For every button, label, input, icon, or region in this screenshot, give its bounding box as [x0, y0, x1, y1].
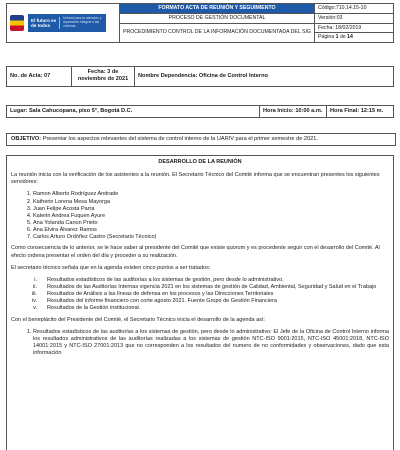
section-title: DESARROLLO DE LA REUNIÓN — [158, 159, 242, 165]
objective-text: Presentar los aspectos relevantes del sistema de control interno de la UARIV para el primer semestre de 2021. — [41, 136, 318, 142]
agenda-item-number: ii. — [33, 283, 37, 290]
quorum-paragraph: Como consecuencia de lo anterior, se le hace saber al presidente del Comité que existe quorum y es procedente seguir con el desarrollo del Comité. Al efecto ordena presentar el orden del día y proceder a su realización. — [11, 245, 380, 259]
logo-main-text: El futuro es de todos — [31, 17, 57, 28]
logo-cell — [7, 4, 120, 43]
agenda-intro: El secretario técnico señala que en la agenda existen cinco puntos a ser tratados: — [11, 264, 211, 271]
agenda-item-number: iv. — [31, 298, 37, 305]
agenda-item — [11, 298, 389, 305]
attendee-item: 5. Ana Yolanda Canon Prieto — [33, 220, 389, 227]
colombia-seal-icon — [10, 15, 24, 31]
page-number: 1 — [335, 34, 339, 41]
end-time: Hora Final: 12:15 m. — [327, 106, 394, 118]
attendee-item: 4. Katerin Andrea Fuquen Ayure — [33, 213, 389, 220]
attendee-item: 3. Juan Felipe Acosta Parra — [33, 206, 389, 213]
agenda-list — [11, 277, 389, 313]
objective-label: OBJETIVO: — [11, 136, 42, 142]
doc-version: Versión:03 — [315, 13, 394, 23]
agenda-item-text: Resultados del informe financiero con corte agosto 2021. Fuente Grupo de Gestión Financiera — [47, 298, 277, 305]
document-header — [6, 3, 394, 43]
meeting-development-section — [6, 155, 394, 450]
development-list — [11, 329, 389, 358]
agenda-item-text: Resultados de las Auditorías Internas vigencia 2021 en los sistemas de gestión de Calidad, Ambiental, Seguridad y Salud en el Trabajo — [47, 283, 377, 290]
attendee-item: 7. Carlos Arturo Ordóñez Castro (Secretario Técnico) — [33, 234, 389, 241]
dependency-name: Nombre Dependencia: Oficina de Control Interno — [135, 67, 394, 87]
attendee-item: 6. Ana Elvira Álvarez Ramos — [33, 227, 389, 234]
agenda-item — [11, 277, 389, 284]
agenda-item — [11, 284, 389, 291]
objective-box — [6, 133, 396, 146]
intro-paragraph: La reunión inicia con la verificación de los asistentes a la reunión. El Secretario Técnico del Comité informa que se encuentran presentes los siguientes servidores: — [11, 172, 380, 186]
agenda-item-number: iii. — [31, 291, 37, 298]
attendee-list — [11, 191, 389, 241]
attendee-item: 2. Katherin Lorena Mesa Mayorga — [33, 199, 389, 206]
acta-number: No. de Acta: 07 — [7, 67, 72, 87]
start-time: Hora Inicio: 10:00 a.m. — [260, 106, 327, 118]
logo-sub-text: Unidad para la atención y reparación integral a las víctimas — [59, 17, 103, 28]
brand-logo — [28, 14, 106, 32]
agenda-item — [11, 291, 389, 298]
development-item: 1. Resultados estadísticos de las auditorías a los sistemas de gestión, pero desde lo administrativo: El Jefe de la Oficina de Control Interno informa los resultados administrativos de las auditorías realizadas a los sistemas de gestión NTC-ISO 9001:2015, NTC-ISO 45001:2018, NTC-ISO 14001:2015 y NTC-ISO 27001:2013 que no corresponden a los resultados del numero de no conformidades y observaciones, dado que esta información — [33, 329, 389, 358]
agenda-item-text: Resultados de Análisis a las líneas de defensa en los procesos y las Direcciones Territoriales — [47, 291, 274, 298]
meeting-info-table — [6, 66, 394, 87]
agenda-item-number: i. — [34, 276, 37, 283]
agenda-item-text: Resultados de la Gestión institucional. — [47, 305, 141, 312]
page-prefix: Página — [318, 34, 336, 41]
agenda-item-number: v. — [33, 305, 37, 312]
attendee-item: 1. Ramon Alberto Rodríguez Andrade — [33, 191, 389, 198]
page-mid: de — [338, 34, 348, 41]
meeting-place: Lugar: Sala Cahucopana, piso 5°, Bogotá D.C. — [7, 106, 260, 118]
page-total: 14 — [347, 34, 353, 41]
agenda-item-text: Resultados estadísticos de las auditorías a los sistemas de gestión, pero desde lo administrativo. — [47, 276, 284, 283]
process-name: PROCESO DE GESTIÓN DOCUMENTAL — [120, 13, 315, 23]
procedure-name: PROCEDIMIENTO CONTROL DE LA INFORMACIÓN DOCUMENTADA DEL SIG — [120, 23, 315, 43]
meeting-place-table — [6, 105, 394, 118]
beneplacito-paragraph: Con el beneplácito del Presidente del Comité, el Secretario Técnico inicia el desarrollo de la agenda así: — [11, 316, 265, 323]
meeting-date: Fecha: 3 de noviembre de 2021 — [72, 67, 135, 87]
page-counter — [315, 33, 394, 43]
form-title: FORMATO ACTA DE REUNIÓN Y SEGUIMIENTO — [120, 4, 315, 14]
doc-code: Código:710.14.15-10 — [315, 4, 394, 14]
agenda-item — [11, 305, 389, 312]
doc-date: Fecha: 18/02/2019 — [315, 23, 394, 33]
